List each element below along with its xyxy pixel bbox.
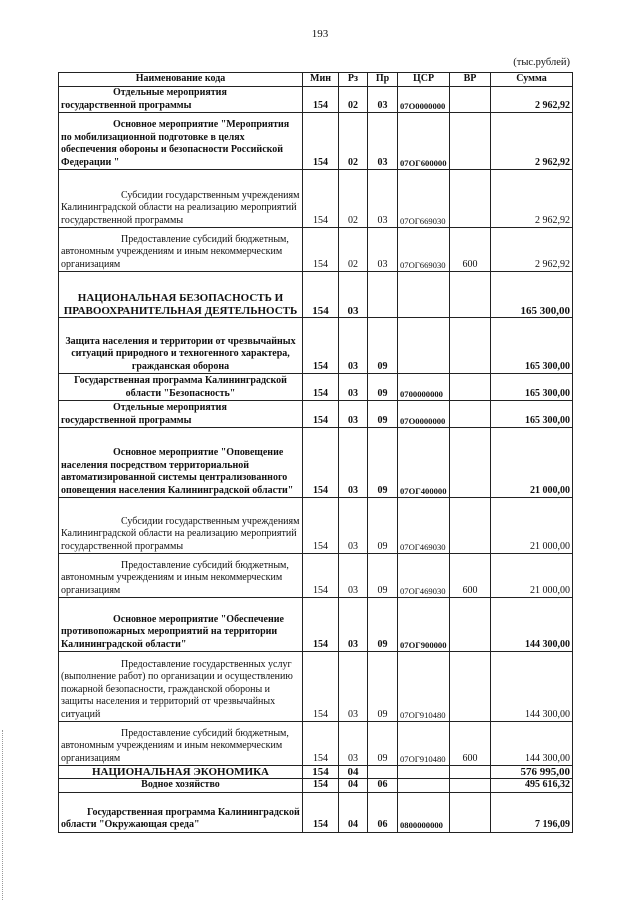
row-csr: 0700000000 — [398, 374, 450, 401]
row-min: 154 — [303, 652, 339, 722]
row-min: 154 — [303, 318, 339, 374]
header-csr: ЦСР — [398, 73, 450, 87]
header-rz: Рз — [339, 73, 368, 87]
row-pr: 09 — [368, 318, 398, 374]
row-vr — [450, 170, 491, 228]
row-vr — [450, 113, 491, 170]
header-vr: ВР — [450, 73, 491, 87]
row-rz: 02 — [339, 228, 368, 272]
row-rz: 03 — [339, 428, 368, 498]
row-csr — [398, 779, 450, 792]
row-pr: 09 — [368, 401, 398, 428]
row-name: НАЦИОНАЛЬНАЯ ЭКОНОМИКА — [59, 766, 303, 779]
row-sum: 576 995,00 — [491, 766, 573, 779]
row-sum: 21 000,00 — [491, 554, 573, 598]
row-pr: 09 — [368, 374, 398, 401]
table-row — [59, 554, 573, 598]
row-csr — [398, 766, 450, 779]
row-pr: 03 — [368, 87, 398, 113]
row-pr: 09 — [368, 554, 398, 598]
row-csr: 07ОГ900000 — [398, 598, 450, 652]
table-row — [59, 401, 573, 428]
row-sum: 144 300,00 — [491, 722, 573, 766]
table-row — [59, 598, 573, 652]
table-row — [59, 722, 573, 766]
row-rz: 03 — [339, 498, 368, 554]
row-sum: 7 196,09 — [491, 792, 573, 832]
table-row — [59, 113, 573, 170]
row-vr — [450, 318, 491, 374]
row-min: 154 — [303, 401, 339, 428]
row-sum: 2 962,92 — [491, 113, 573, 170]
row-vr — [450, 598, 491, 652]
table-row — [59, 792, 573, 832]
budget-table — [58, 72, 573, 833]
row-rz: 04 — [339, 792, 368, 832]
row-min: 154 — [303, 272, 339, 318]
row-rz: 03 — [339, 722, 368, 766]
row-sum: 144 300,00 — [491, 598, 573, 652]
row-name: Предоставление субсидий бюджетным, автономным учреждениям и иным некоммерческим организациям — [59, 228, 303, 272]
row-min: 154 — [303, 554, 339, 598]
row-name: Предоставление субсидий бюджетным, автономным учреждениям и иным некоммерческим организациям — [59, 554, 303, 598]
row-pr: 06 — [368, 792, 398, 832]
row-pr: 09 — [368, 722, 398, 766]
row-vr — [450, 374, 491, 401]
row-name: Субсидии государственным учреждениям Калининградской области на реализацию мероприятий государственной программы — [59, 498, 303, 554]
table-row — [59, 87, 573, 113]
row-name: Защита населения и территории от чрезвычайных ситуаций природного и техногенного характера, гражданская оборона — [59, 318, 303, 374]
row-name: Предоставление субсидий бюджетным, автономным учреждениям и иным некоммерческим организациям — [59, 722, 303, 766]
row-sum: 2 962,92 — [491, 87, 573, 113]
row-name: Основное мероприятие "Оповещение населения посредством территориальной автоматизированной системы централизованного оповещения населения Калининградской области" — [59, 428, 303, 498]
table-row — [59, 779, 573, 792]
row-sum: 495 616,32 — [491, 779, 573, 792]
row-csr: 07О0000000 — [398, 401, 450, 428]
row-rz: 04 — [339, 766, 368, 779]
table-row — [59, 170, 573, 228]
row-rz: 03 — [339, 318, 368, 374]
row-rz: 04 — [339, 779, 368, 792]
row-name: Отдельные мероприятия государственной программы — [59, 401, 303, 428]
row-csr: 07ОГ469030 — [398, 498, 450, 554]
row-sum: 2 962,92 — [491, 228, 573, 272]
row-min: 154 — [303, 722, 339, 766]
row-pr — [368, 766, 398, 779]
row-csr: 07О0000000 — [398, 87, 450, 113]
row-sum: 2 962,92 — [491, 170, 573, 228]
row-csr: 07ОГ600000 — [398, 113, 450, 170]
row-pr: 03 — [368, 113, 398, 170]
row-min: 154 — [303, 598, 339, 652]
row-vr — [450, 498, 491, 554]
table-row — [59, 428, 573, 498]
row-name: НАЦИОНАЛЬНАЯ БЕЗОПАСНОСТЬ И ПРАВООХРАНИТЕЛЬНАЯ ДЕЯТЕЛЬНОСТЬ — [59, 272, 303, 318]
row-rz: 02 — [339, 87, 368, 113]
row-sum: 21 000,00 — [491, 428, 573, 498]
row-rz: 02 — [339, 170, 368, 228]
row-vr — [450, 652, 491, 722]
row-min: 154 — [303, 87, 339, 113]
row-vr: 600 — [450, 554, 491, 598]
row-sum: 165 300,00 — [491, 401, 573, 428]
table-row — [59, 766, 573, 779]
header-sum: Сумма — [491, 73, 573, 87]
row-rz: 03 — [339, 652, 368, 722]
row-pr: 03 — [368, 228, 398, 272]
row-name: Отдельные мероприятия государственной программы — [59, 87, 303, 113]
row-pr: 09 — [368, 598, 398, 652]
row-vr — [450, 401, 491, 428]
row-vr — [450, 272, 491, 318]
header-pr: Пр — [368, 73, 398, 87]
row-rz: 03 — [339, 598, 368, 652]
row-min: 154 — [303, 113, 339, 170]
row-rz: 03 — [339, 554, 368, 598]
row-min: 154 — [303, 779, 339, 792]
header-name: Наименование кода — [59, 73, 303, 87]
row-min: 154 — [303, 170, 339, 228]
row-vr: 600 — [450, 228, 491, 272]
row-name: Государственная программа Калининградской области "Безопасность" — [59, 374, 303, 401]
row-csr: 07ОГ400000 — [398, 428, 450, 498]
row-min: 154 — [303, 428, 339, 498]
row-name: Предоставление государственных услуг (выполнение работ) по организации и осуществлению пожарной безопасности, гражданской обороны и защиты населения и территорий от чрезвычайных ситуаций — [59, 652, 303, 722]
row-name: Субсидии государственным учреждениям Калининградской области на реализацию мероприятий государственной программы — [59, 170, 303, 228]
row-sum: 144 300,00 — [491, 652, 573, 722]
row-rz: 03 — [339, 272, 368, 318]
page-number: 193 — [311, 28, 329, 40]
row-vr: 600 — [450, 722, 491, 766]
row-rz: 03 — [339, 401, 368, 428]
table-row — [59, 498, 573, 554]
row-pr: 03 — [368, 170, 398, 228]
row-sum: 165 300,00 — [491, 374, 573, 401]
row-min: 154 — [303, 374, 339, 401]
row-csr: 0800000000 — [398, 792, 450, 832]
row-pr: 09 — [368, 428, 398, 498]
row-sum: 21 000,00 — [491, 498, 573, 554]
units-label: (тыс.рублей) — [513, 57, 570, 68]
row-csr — [398, 272, 450, 318]
row-min: 154 — [303, 792, 339, 832]
row-min: 154 — [303, 766, 339, 779]
row-name: Основное мероприятие "Мероприятия по мобилизационной подготовке в целях обеспечения обороны и безопасности Российской Федерации " — [59, 113, 303, 170]
row-pr: 09 — [368, 652, 398, 722]
row-name: Государственная программа Калининградской области "Окружающая среда" — [59, 792, 303, 832]
row-name: Основное мероприятие "Обеспечение противопожарных мероприятий на территории Калининградской области" — [59, 598, 303, 652]
table-row — [59, 228, 573, 272]
header-min: Мин — [303, 73, 339, 87]
row-vr — [450, 766, 491, 779]
row-sum: 165 300,00 — [491, 272, 573, 318]
row-vr — [450, 428, 491, 498]
row-pr — [368, 272, 398, 318]
margin-dotted-line — [2, 730, 4, 900]
row-pr: 06 — [368, 779, 398, 792]
table-row — [59, 374, 573, 401]
row-rz: 02 — [339, 113, 368, 170]
row-csr: 07ОГ910480 — [398, 652, 450, 722]
row-pr: 09 — [368, 498, 398, 554]
row-csr: 07ОГ669030 — [398, 228, 450, 272]
table-row — [59, 318, 573, 374]
table-row — [59, 272, 573, 318]
row-vr — [450, 87, 491, 113]
row-csr — [398, 318, 450, 374]
row-sum: 165 300,00 — [491, 318, 573, 374]
row-min: 154 — [303, 498, 339, 554]
table-row — [59, 652, 573, 722]
row-csr: 07ОГ669030 — [398, 170, 450, 228]
row-name: Водное хозяйство — [59, 779, 303, 792]
table-header-row — [59, 73, 573, 87]
row-vr — [450, 792, 491, 832]
row-csr: 07ОГ469030 — [398, 554, 450, 598]
row-rz: 03 — [339, 374, 368, 401]
row-vr — [450, 779, 491, 792]
row-min: 154 — [303, 228, 339, 272]
row-csr: 07ОГ910480 — [398, 722, 450, 766]
